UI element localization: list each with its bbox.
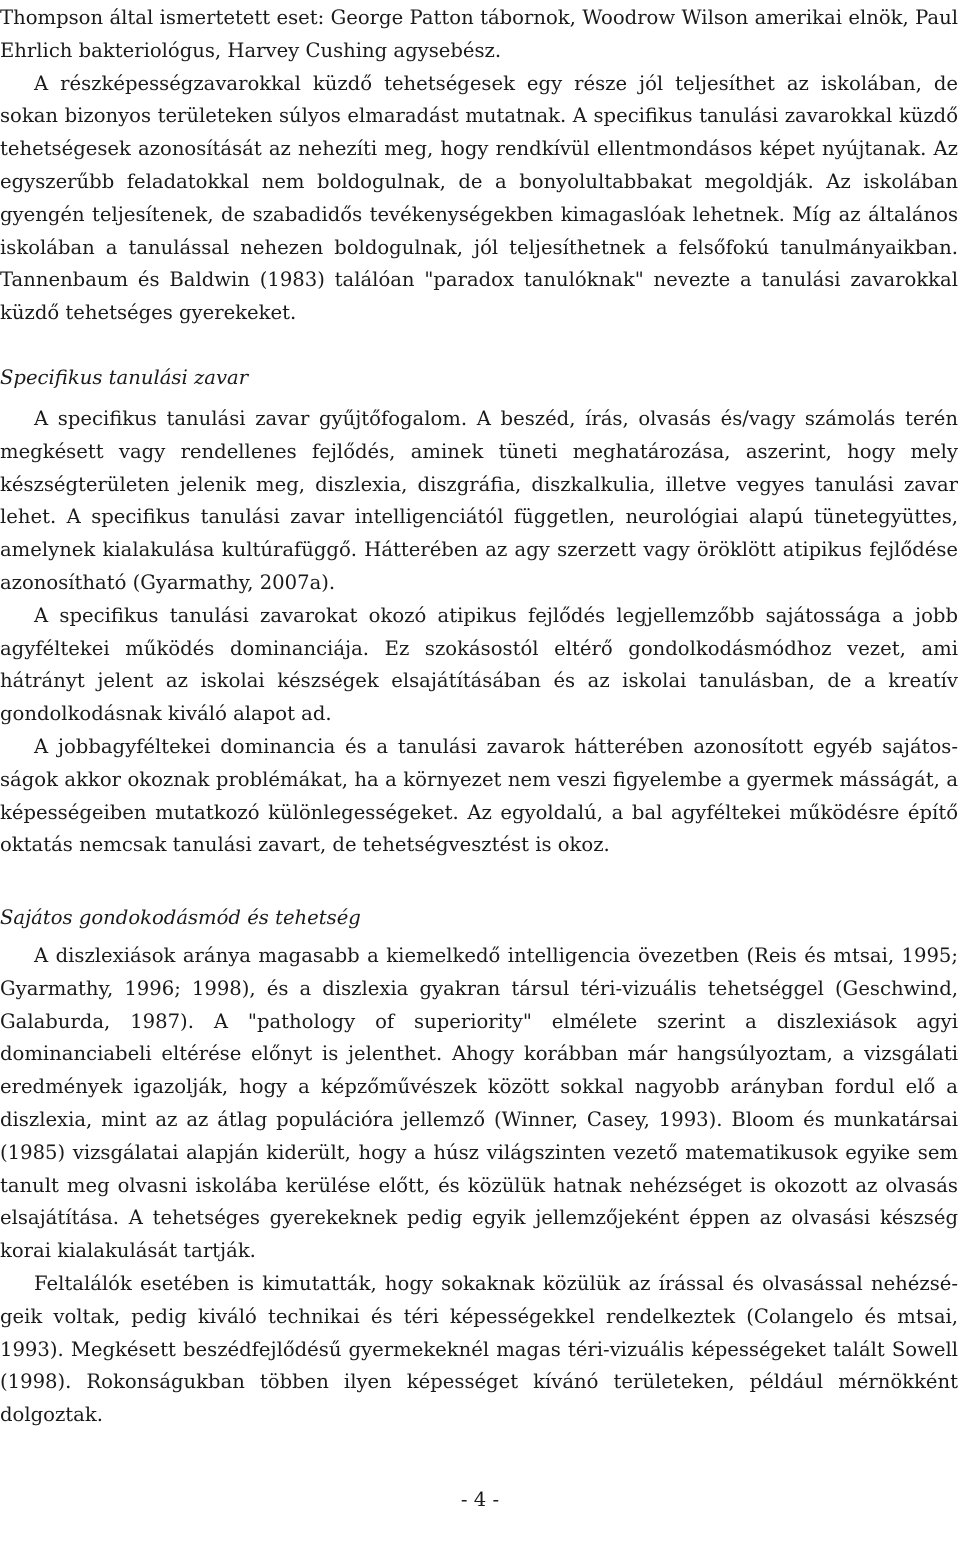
section-heading-specific-learning-disorder: Specifikus tanulási zavar (0, 366, 249, 389)
paragraph: A diszlexiások aránya magasabb a kiemelkedő intelligencia övezetben (Reis és mtsai, 1995; Gyarmathy, 1996; 1998), és a diszlexia gyakran társul téri-vizuális tehetséggel (Geschwind, Galaburda, 1987). A "pathology of superiority" elmélete szerint a diszlexiások agyi dominanciabeli eltérése előnyt is jelenthet. Ahogy korábban már hangsúlyoztam, a vizsgálati eredmények igazolják, hogy a képzőművészek között sokkal nagyobb arányban fordul elő a diszlexia, mint az az átlag populációra jellemző (Winner, Casey, 1993). Bloom és munkatársai (1985) vizsgálatai alapján kiderült, hogy a húsz világszinten vezető matematikusok egyike sem tanult meg olvasni iskolába kerülése előtt, és közülük hatnak nehézséget is okozott az olvasás elsajátítása. A tehetséges gyerekeknek pedig egyik jellemzőjeként éppen az olvasási készség korai kialakulását tartják. (0, 944, 958, 1263)
page-number: - 4 - (460, 1488, 500, 1511)
section-2-text-block (0, 940, 958, 1432)
paragraph: A specifikus tanulási zavarokat okozó atipikus fejlődés legjellemzőbb sajátossága a jobb agyféltekei működés dominanciája. Ez szokásostól eltérő gondolkodásmódhoz vezet, ami hátrányt jelent az iskolai készségek elsajátításában és az iskolai tanulásban, de a kreatív gondolkodásnak kiváló alapot ad. (0, 603, 958, 726)
paragraph: A részképességzavarokkal küzdő tehetségesek egy része jól teljesíthet az iskolában, de sokan bizonyos területeken súlyos elmaradást mutatnak. A specifikus tanulási zavarokkal küzdő tehetségesek azonosítását az nehezíti meg, hogy rendkívül ellentmondásos képet nyújtanak. Az egyszerűbb feladatokkal nem boldogulnak, de a bonyolultabbakat megoldják. Az iskolában gyengén teljesítenek, de szabadidős tevékenységekben kimagaslóak lehetnek. Míg az általános iskolában a tanulással nehezen boldogulnak, jól teljesíthetnek a felsőfokú tanulmányaikban. Tannenbaum és Baldwin (1983) találóan "paradox tanulóknak" nevezte a tanulási zavarokkal küzdő tehetséges gyerekeket. (0, 71, 958, 325)
paragraph: Feltalálók esetében is kimutatták, hogy sokaknak közülük az írással és olvasással nehézségeik voltak, pedig kiváló technikai és téri képességekkel rendelkeztek (Colangelo és mtsai, 1993). Megkésett beszédfejlődésű gyermekeknél magas téri-vizuális képességeket talált Sowell (1998). Rokonságukban többen ilyen képességet kívánó területeken, például mérnökként dolgoztak. (0, 1271, 958, 1427)
intro-text-block (0, 2, 958, 330)
section-1-text-block (0, 403, 958, 862)
paragraph: Thompson által ismertetett eset: George Patton tábornok, Woodrow Wilson amerikai elnök, Paul Ehrlich bakteriológus, Harvey Cushing agysebész. (0, 6, 958, 62)
paragraph: A specifikus tanulási zavar gyűjtőfogalom. A beszéd, írás, olvasás és/vagy számolás terén megkésett vagy rendellenes fejlődés, aminek tüneti meghatározása, aszerint, hogy mely készségterületen jelenik meg, diszlexia, diszgráfia, diszkalkulia, illetve vegyes tanulási zavar lehet. A specifikus tanulási zavar intelligenciától független, neurológiai alapú tünetegyüttes, amelynek kialakulása kultúrafüggő. Hátterében az agy szerzett vagy öröklött atipikus fejlődése azonosítható (Gyarmathy, 2007a). (0, 407, 958, 594)
section-heading-thinking-and-talent: Sajátos gondokodásmód és tehetség (0, 906, 361, 929)
paragraph: A jobbagyféltekei dominancia és a tanulási zavarok hátterében azonosított egyéb sajátosságok akkor okoznak problémákat, ha a környezet nem veszi figyelembe a gyermek másságát, a képességeiben mutatkozó különlegességeket. Az egyoldalú, a bal agyféltekei működésre építő oktatás nemcsak tanulási zavart, de tehetségvesztést is okoz. (0, 734, 958, 857)
